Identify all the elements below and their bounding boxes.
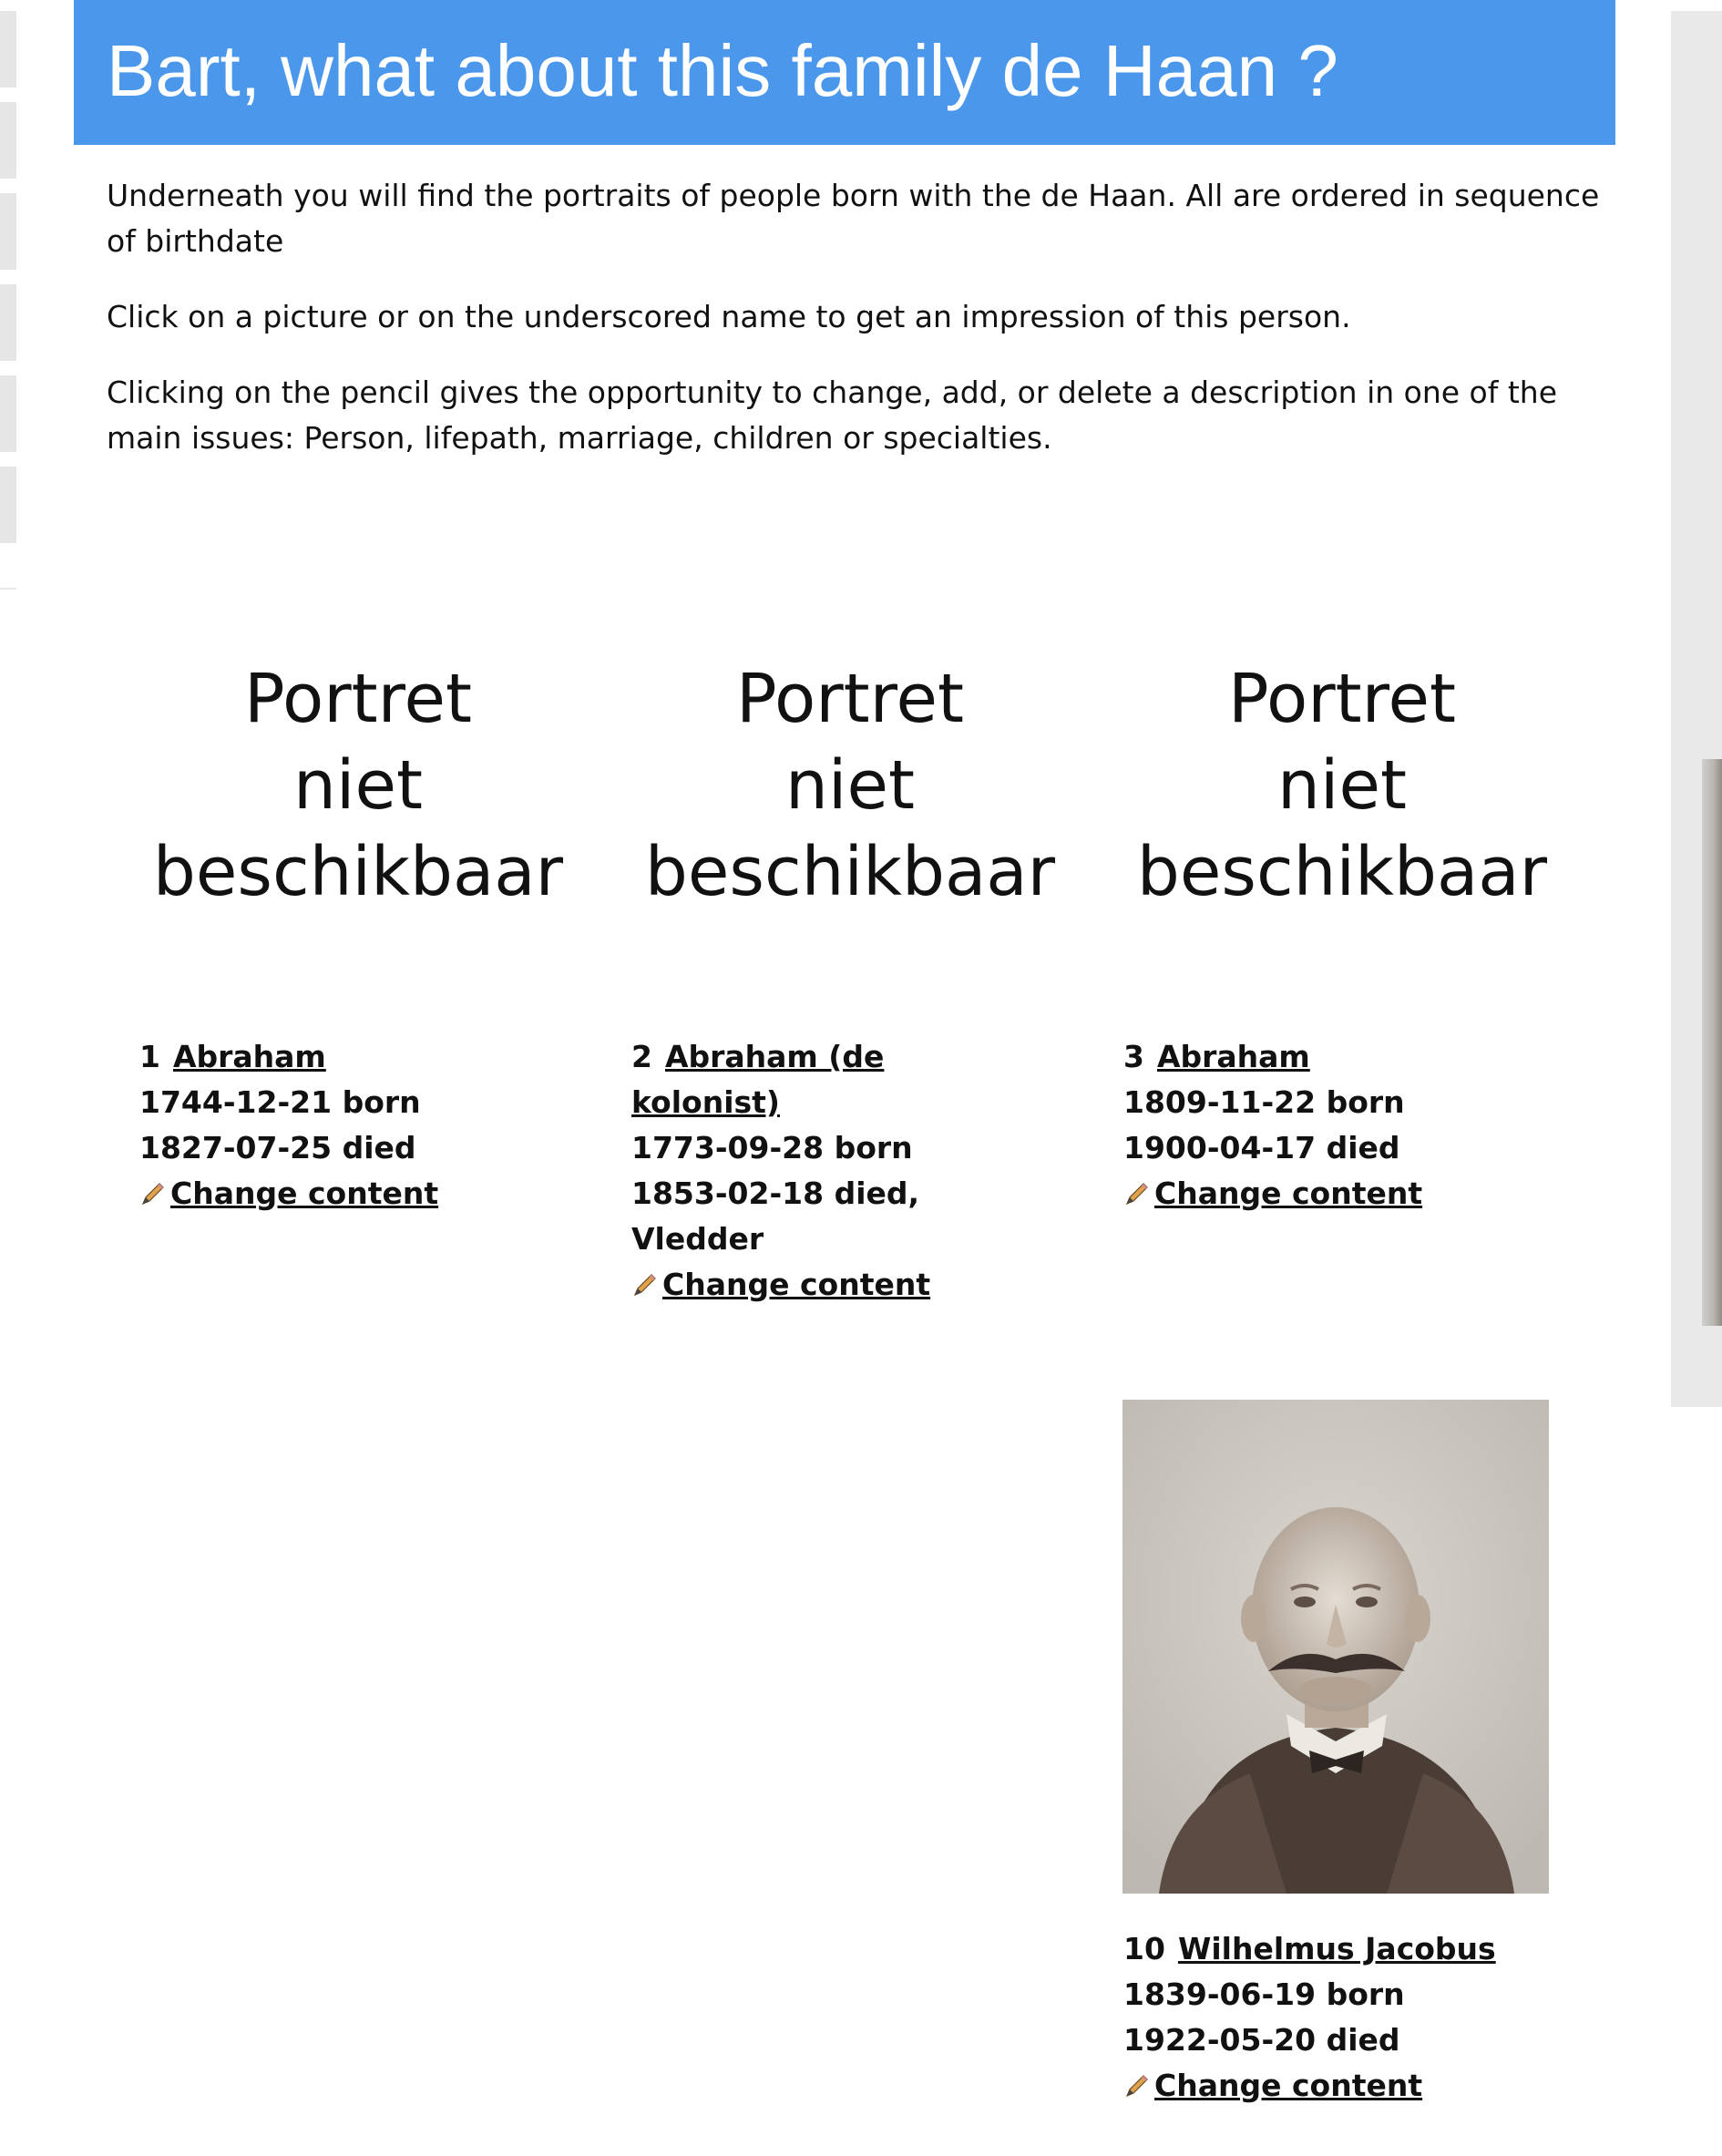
placeholder-line: niet [292, 746, 423, 825]
person-born: 1839-06-19 born [1123, 1976, 1405, 2012]
person-card-10 [1123, 1926, 1497, 2109]
portrait-photo-image [1122, 1400, 1549, 1894]
person-died: 1853-02-18 died, Vledder [631, 1176, 920, 1257]
person-name-row [1123, 1926, 1497, 1972]
person-card-2 [631, 1034, 996, 1308]
placeholder-line: beschikbaar [644, 833, 1056, 911]
person-name-link[interactable]: Abraham [1156, 1039, 1310, 1074]
person-died: 1827-07-25 died [139, 1130, 416, 1165]
intro-text [107, 173, 1601, 491]
placeholder-line: beschikbaar [1136, 833, 1548, 911]
left-edge-tab[interactable] [0, 193, 16, 270]
page-header [74, 0, 1615, 145]
change-content-link[interactable]: Change content [170, 1176, 439, 1211]
change-content-link[interactable]: Change content [662, 1267, 931, 1302]
portrait-placeholder-2[interactable] [636, 656, 1064, 916]
person-card-3 [1123, 1034, 1497, 1217]
person-born: 1809-11-22 born [1123, 1084, 1405, 1120]
page-title: Bart, what about this family de Haan ? [107, 30, 1338, 111]
person-name-link[interactable]: Abraham [172, 1039, 326, 1074]
person-name-link[interactable]: Abraham (de kolonist) [631, 1039, 885, 1120]
person-name-row [631, 1034, 996, 1125]
placeholder-line: Portret [1227, 660, 1457, 738]
pencil-icon[interactable] [631, 1271, 659, 1299]
change-content-row [1123, 1171, 1497, 1217]
person-number: 2 [631, 1039, 652, 1074]
left-edge-tab[interactable] [0, 102, 16, 179]
placeholder-line: niet [784, 746, 915, 825]
left-edge-tab[interactable] [0, 284, 16, 361]
person-born: 1773-09-28 born [631, 1130, 913, 1165]
pencil-icon[interactable] [1123, 1180, 1151, 1207]
left-edge-tab[interactable] [0, 375, 16, 452]
placeholder-line: Portret [735, 660, 965, 738]
change-content-row [139, 1171, 513, 1217]
pencil-icon[interactable] [1123, 2072, 1151, 2100]
right-photo-sliver[interactable] [1702, 759, 1722, 1326]
change-content-link[interactable]: Change content [1154, 1176, 1423, 1211]
placeholder-line: Portret [243, 660, 473, 738]
pencil-icon[interactable] [139, 1180, 167, 1207]
placeholder-line: niet [1276, 746, 1407, 825]
left-edge-divider [0, 588, 16, 590]
person-name-link[interactable]: Wilhelmus Jacobus [1177, 1931, 1496, 1966]
person-born: 1744-12-21 born [139, 1084, 421, 1120]
person-died: 1900-04-17 died [1123, 1130, 1400, 1165]
person-name-row [1123, 1034, 1497, 1080]
placeholder-line: beschikbaar [152, 833, 564, 911]
intro-paragraph-order: Underneath you will find the portraits of people born with the de Haan. All are ordered in sequence of birthdate [107, 178, 1600, 259]
person-number: 1 [139, 1039, 160, 1074]
left-edge-tab[interactable] [0, 467, 16, 543]
person-card-1 [139, 1034, 513, 1217]
portrait-placeholder-3[interactable] [1128, 656, 1556, 916]
person-number: 3 [1123, 1039, 1144, 1074]
person-died: 1922-05-20 died [1123, 2022, 1400, 2058]
change-content-link[interactable]: Change content [1154, 2068, 1423, 2103]
change-content-row [631, 1262, 996, 1308]
portrait-photo[interactable] [1122, 1400, 1549, 1894]
person-number: 10 [1123, 1931, 1165, 1966]
intro-paragraph-pencil: Clicking on the pencil gives the opportunity to change, add, or delete a description in one of the main issues: Person, lifepath, marriage, children or specialties. [107, 375, 1557, 456]
change-content-row [1123, 2063, 1497, 2109]
intro-paragraph-click: Click on a picture or on the underscored name to get an impression of this person. [107, 299, 1351, 334]
portrait-placeholder-1[interactable] [144, 656, 572, 916]
left-edge-tab[interactable] [0, 11, 16, 87]
person-name-row [139, 1034, 513, 1080]
